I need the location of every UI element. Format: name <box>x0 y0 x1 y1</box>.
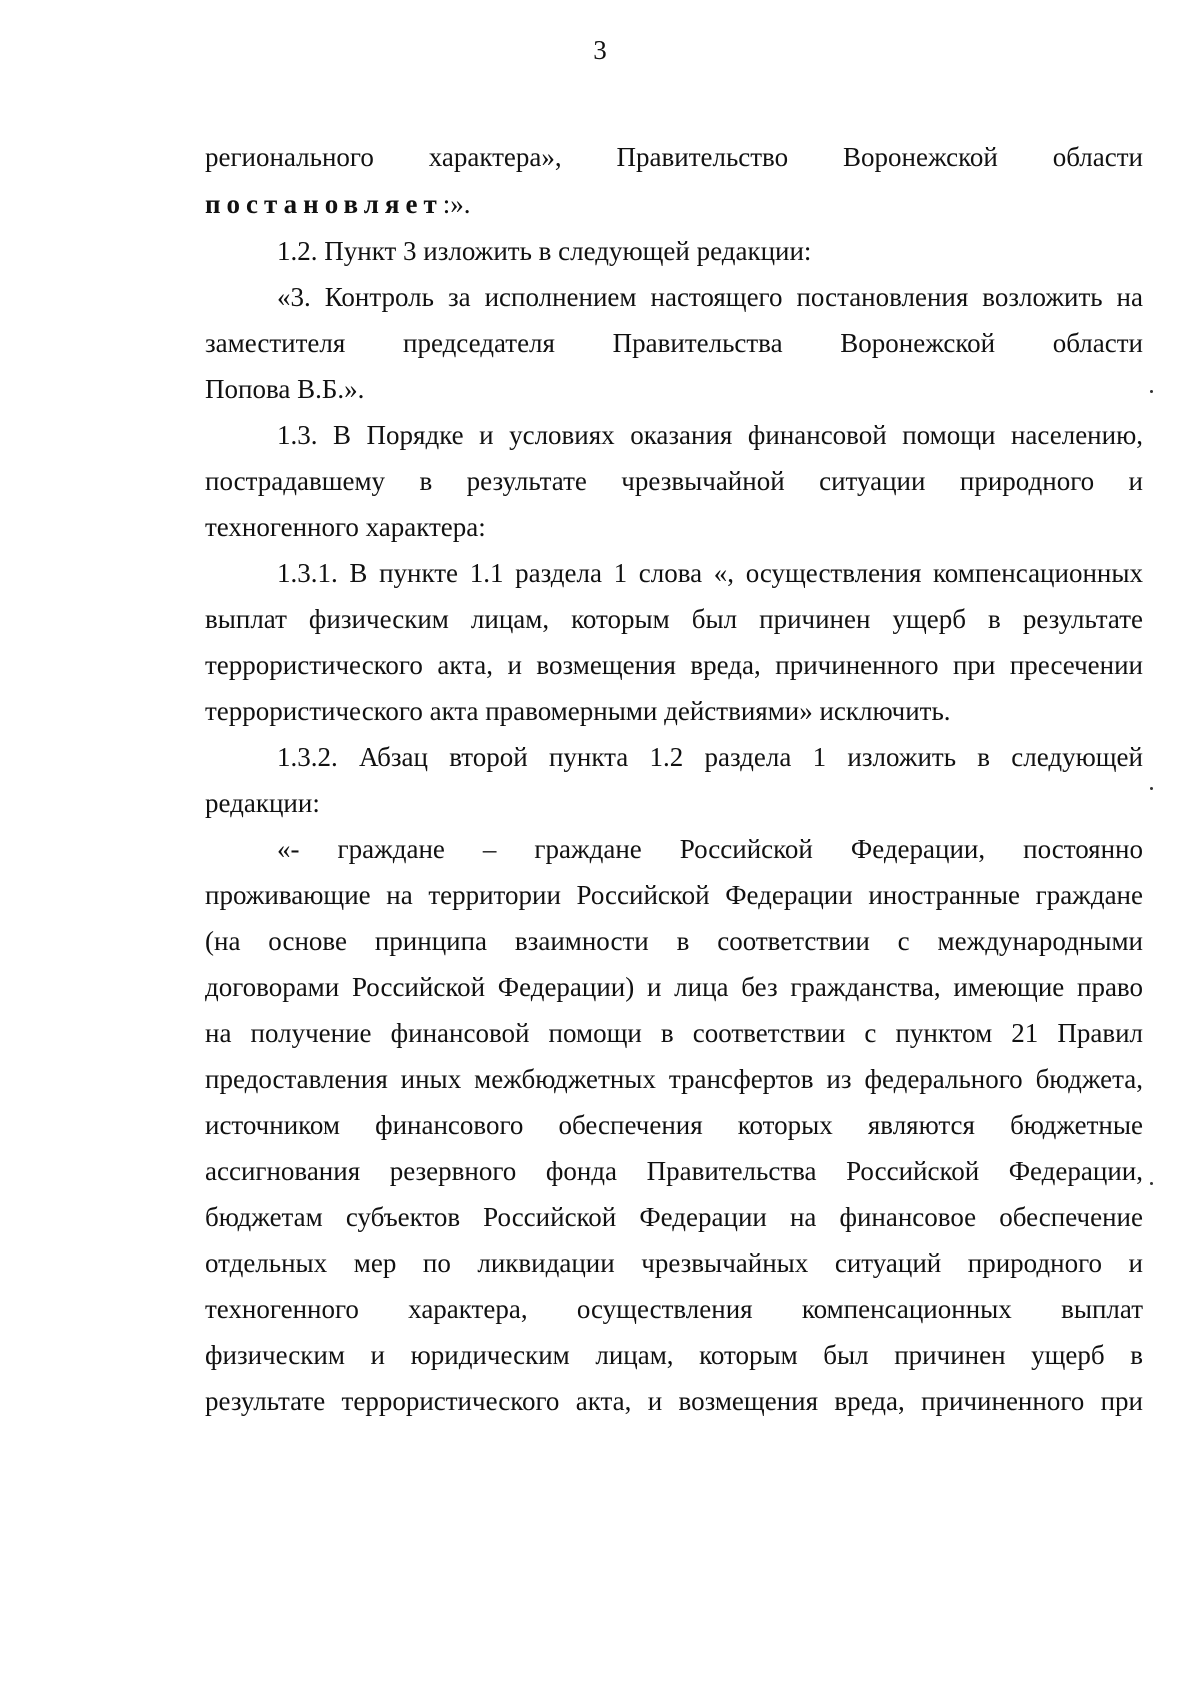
text-line: предоставления иных межбюджетных трансфертов из федерального бюджета, <box>205 1064 1143 1094</box>
paragraph-start: 1.3.2. Абзац второй пункта 1.2 раздела 1 изложить в следующей <box>277 742 1143 772</box>
text-line: редакции: <box>205 788 320 818</box>
scan-speck <box>1150 1182 1153 1185</box>
text-line: техногенного характера: <box>205 512 486 542</box>
text-line: заместителя председателя Правительства Воронежской области <box>205 328 1143 358</box>
paragraph-start: «- граждане – граждане Российской Федерации, постоянно <box>277 834 1143 864</box>
text-line: отдельных мер по ликвидации чрезвычайных ситуаций природного и <box>205 1248 1143 1278</box>
emphasized-word: постановляет <box>205 189 443 219</box>
text-line: террористического акта, и возмещения вреда, причиненного при пресечении <box>205 650 1143 680</box>
text-line: физическим и юридическим лицам, которым был причинен ущерб в <box>205 1340 1143 1370</box>
scan-speck <box>1150 787 1153 790</box>
text-line: техногенного характера, осуществления компенсационных выплат <box>205 1294 1143 1324</box>
text-line: проживающие на территории Российской Федерации иностранные граждане <box>205 880 1143 910</box>
text-line: террористического акта правомерными действиями» исключить. <box>205 696 951 726</box>
text-line: выплат физическим лицам, которым был причинен ущерб в результате <box>205 604 1143 634</box>
scan-speck <box>1150 390 1153 393</box>
text-line: Попова В.Б.». <box>205 374 365 404</box>
text-line: бюджетам субъектов Российской Федерации на финансовое обеспечение <box>205 1202 1143 1232</box>
text-fragment: :». <box>442 189 471 219</box>
paragraph-start: 1.2. Пункт 3 изложить в следующей редакции: <box>277 236 812 266</box>
text-line: ассигнования резервного фонда Правительства Российской Федерации, <box>205 1156 1143 1186</box>
text-line: результате террористического акта, и возмещения вреда, причиненного при <box>205 1386 1143 1416</box>
text-line: на получение финансовой помощи в соответствии с пунктом 21 Правил <box>205 1018 1143 1048</box>
text-line: договорами Российской Федерации) и лица без гражданства, имеющие право <box>205 972 1143 1002</box>
paragraph-start: 1.3. В Порядке и условиях оказания финансовой помощи населению, <box>277 420 1143 450</box>
text-line <box>205 184 471 224</box>
page-number: 3 <box>593 35 607 65</box>
text-line: регионального характера», Правительство Воронежской области <box>205 142 1143 172</box>
paragraph-start: «3. Контроль за исполнением настоящего постановления возложить на <box>277 282 1143 312</box>
text-line: (на основе принципа взаимности в соответствии с международными <box>205 926 1143 956</box>
text-line: пострадавшему в результате чрезвычайной ситуации природного и <box>205 466 1143 496</box>
paragraph-start: 1.3.1. В пункте 1.1 раздела 1 слова «, осуществления компенсационных <box>277 558 1143 588</box>
text-line: источником финансового обеспечения которых являются бюджетные <box>205 1110 1143 1140</box>
